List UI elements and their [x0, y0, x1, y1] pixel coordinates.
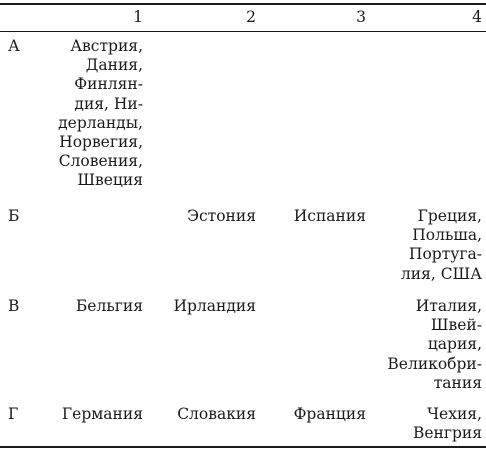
- table-cell: Испания: [293, 207, 366, 225]
- column-header-1: 1: [133, 8, 143, 26]
- column-header-3: 3: [356, 8, 366, 26]
- column-header-2: 2: [246, 8, 256, 26]
- table-cell: Германия: [61, 405, 143, 423]
- row-label-b: Б: [8, 207, 20, 225]
- table-cell: Греция, Польша, Португа- лия, США: [400, 207, 482, 283]
- row-label-v: В: [8, 297, 20, 315]
- table-top-rule: [0, 3, 486, 5]
- table-cell: Италия, Швей- цария, Великобри- тания: [387, 297, 482, 392]
- table-cell: Австрия, Дания, Финлян- дия, Ни- дерланды, Норвегия, Словения, Швеция: [58, 37, 143, 190]
- column-header-4: 4: [472, 8, 482, 26]
- table-cell: Словакия: [177, 405, 256, 423]
- table-cell: Франция: [293, 405, 366, 423]
- row-label-g: Г: [8, 405, 19, 423]
- row-label-a: А: [8, 37, 20, 55]
- table-cell: Бельгия: [75, 297, 143, 315]
- table-cell: Ирландия: [173, 297, 256, 315]
- table-bottom-rule: [0, 446, 486, 448]
- table-cell: Чехия, Венгрия: [412, 405, 482, 443]
- table-header-rule: [0, 31, 486, 32]
- table-cell: Эстония: [187, 207, 256, 225]
